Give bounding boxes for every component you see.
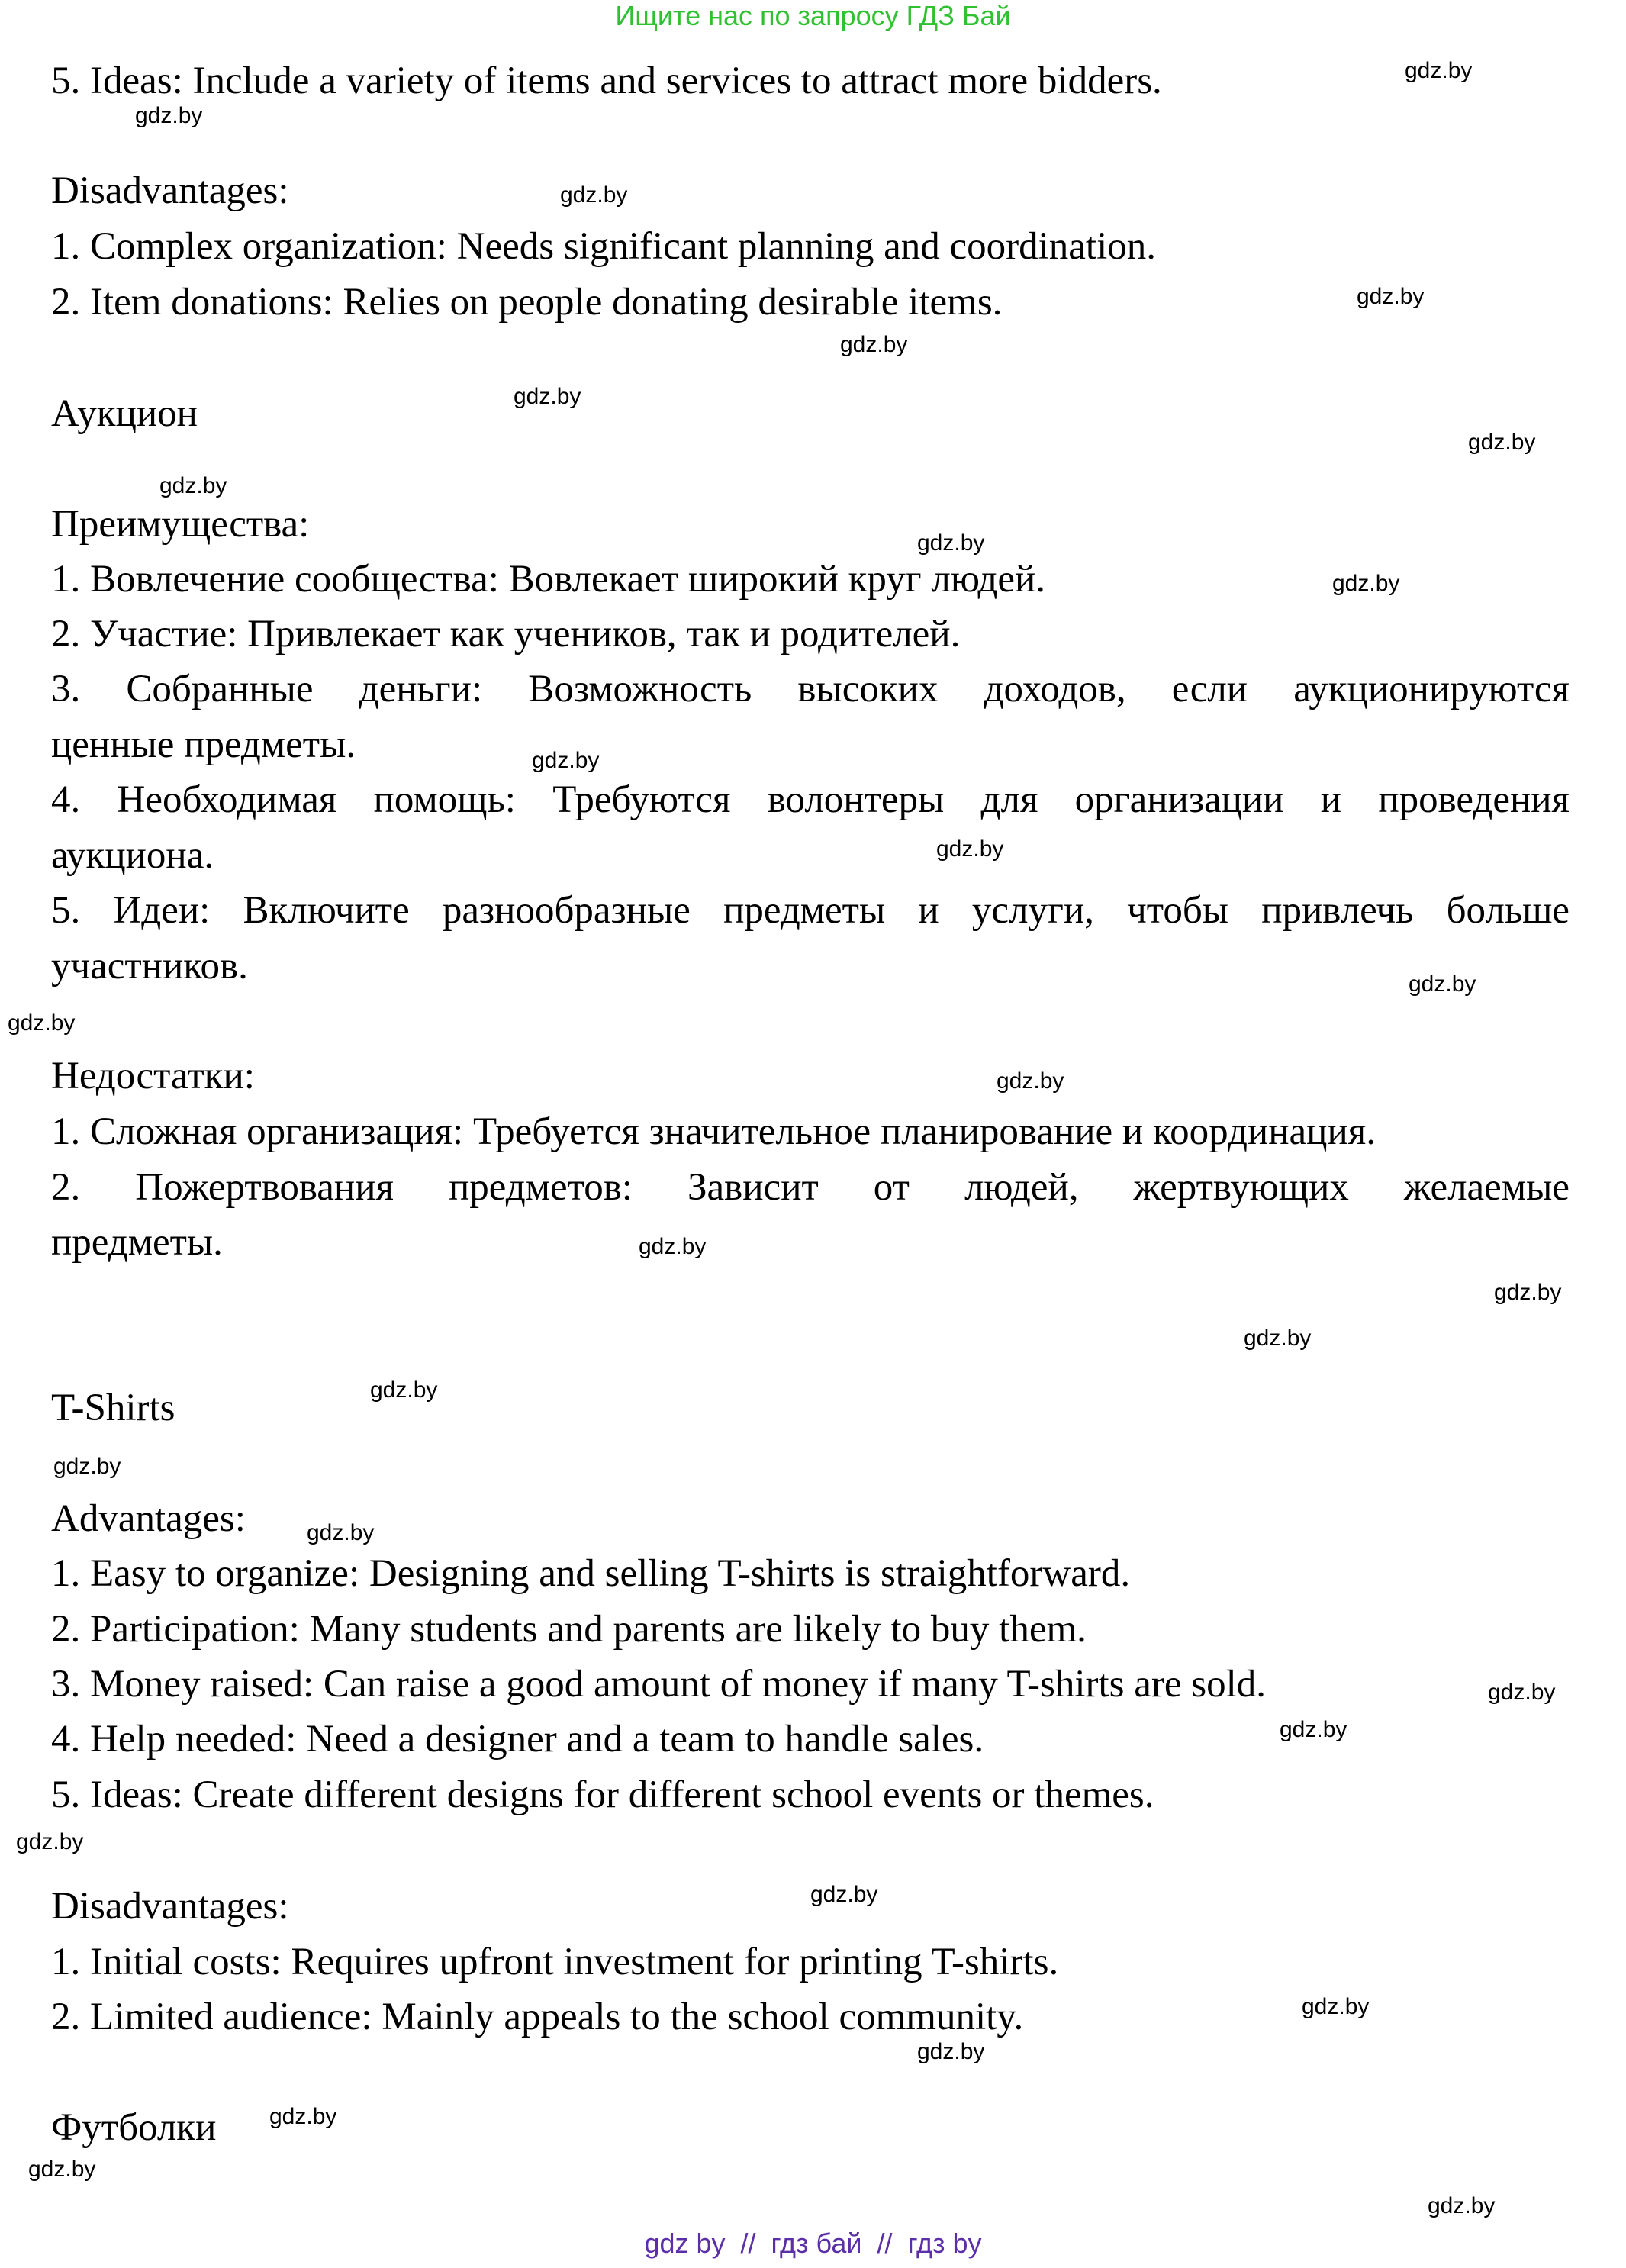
text-line: 2. Item donations: Relies on people donating desirable items. — [51, 281, 1003, 324]
section-title: Футболки — [51, 2106, 217, 2149]
watermark: gdz.by — [1405, 58, 1473, 83]
watermark: gdz.by — [1488, 1680, 1556, 1705]
text-line: 4. Help needed: Need a designer and a team to handle sales. — [51, 1718, 984, 1761]
text-line: 5. Ideas: Include a variety of items and services to attract more bidders. — [51, 60, 1162, 102]
watermark: gdz.by — [997, 1068, 1064, 1094]
promo-footer: gdz by // гдз бай // гдз by — [644, 2228, 982, 2259]
watermark: gdz.by — [1409, 971, 1476, 997]
text-line: ценные предметы. — [51, 723, 356, 766]
text-line: 4. Необходимая помощь: Требуются волонтеры для организации и проведения — [51, 778, 1570, 821]
watermark: gdz.by — [514, 384, 581, 409]
watermark: gdz.by — [1468, 430, 1536, 455]
watermark: gdz.by — [936, 836, 1004, 862]
text-line: 2. Участие: Привлекает как учеников, так и родителей. — [51, 613, 961, 656]
section-heading: Преимущества: — [51, 503, 310, 546]
text-line: 1. Complex organization: Needs significant planning and coordination. — [51, 225, 1156, 268]
watermark: gdz.by — [917, 530, 985, 556]
watermark: gdz.by — [1332, 571, 1400, 596]
watermark: gdz.by — [532, 748, 600, 773]
text-line: аукциона. — [51, 834, 214, 877]
text-line: 2. Пожертвования предметов: Зависит от людей, жертвующих желаемые — [51, 1166, 1570, 1209]
watermark: gdz.by — [135, 103, 203, 128]
text-line: 1. Вовлечение сообщества: Вовлекает широкий круг людей. — [51, 558, 1046, 601]
watermark: gdz.by — [370, 1377, 438, 1403]
watermark: gdz.by — [810, 1882, 878, 1907]
promo-header: Ищите нас по запросу ГДЗ Бай — [615, 0, 1011, 31]
watermark: gdz.by — [1244, 1326, 1312, 1351]
watermark: gdz.by — [8, 1010, 76, 1036]
text-line: предметы. — [51, 1221, 223, 1264]
watermark: gdz.by — [53, 1454, 121, 1479]
text-line: 3. Собранные деньги: Возможность высоких доходов, если аукционируются — [51, 668, 1570, 710]
section-heading: Недостатки: — [51, 1055, 255, 1097]
text-line: 3. Money raised: Can raise a good amount of money if many T-shirts are sold. — [51, 1663, 1267, 1706]
text-line: 2. Participation: Many students and parents are likely to buy them. — [51, 1608, 1087, 1651]
watermark: gdz.by — [639, 1234, 707, 1259]
text-line: участников. — [51, 945, 248, 987]
watermark: gdz.by — [1428, 2193, 1496, 2218]
watermark: gdz.by — [917, 2039, 985, 2064]
text-line: 1. Initial costs: Requires upfront investment for printing T-shirts. — [51, 1941, 1059, 1983]
watermark: gdz.by — [840, 332, 908, 357]
watermark: gdz.by — [16, 1829, 84, 1854]
section-heading: Disadvantages: — [51, 1885, 289, 1928]
watermark: gdz.by — [269, 2104, 337, 2129]
watermark: gdz.by — [1302, 1994, 1370, 2019]
watermark: gdz.by — [560, 182, 628, 208]
watermark: gdz.by — [1357, 284, 1425, 309]
watermark: gdz.by — [1494, 1280, 1562, 1305]
watermark: gdz.by — [159, 473, 227, 498]
watermark: gdz.by — [307, 1520, 375, 1545]
section-heading: Disadvantages: — [51, 169, 289, 212]
text-line: 1. Easy to organize: Designing and selling T-shirts is straightforward. — [51, 1552, 1131, 1595]
text-line: 5. Идеи: Включите разнообразные предметы и услуги, чтобы привлечь больше — [51, 889, 1570, 932]
text-line: 5. Ideas: Create different designs for different school events or themes. — [51, 1773, 1154, 1816]
watermark: gdz.by — [1280, 1717, 1347, 1742]
watermark: gdz.by — [28, 2157, 96, 2182]
text-line: 1. Сложная организация: Требуется значительное планирование и координация. — [51, 1110, 1376, 1153]
section-title: Аукцион — [51, 392, 198, 435]
section-title: T-Shirts — [51, 1387, 175, 1429]
text-line: 2. Limited audience: Mainly appeals to the school community. — [51, 1996, 1024, 2038]
section-heading: Advantages: — [51, 1497, 246, 1540]
